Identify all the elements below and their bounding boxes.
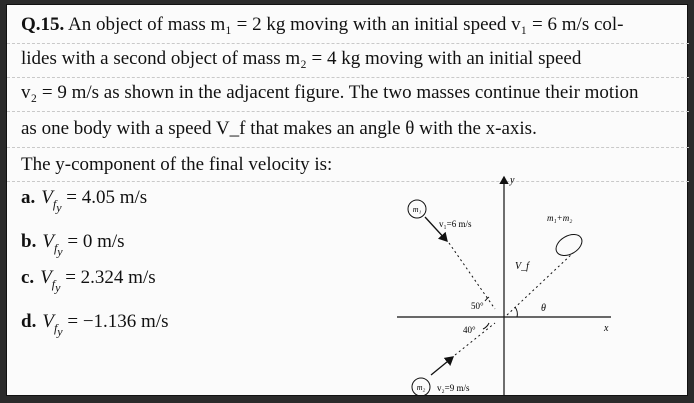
option-a-label: a. <box>21 187 36 208</box>
option-a-value: = 4.05 m/s <box>66 187 148 208</box>
option-c-value: = 2.324 m/s <box>65 267 156 288</box>
option-c-label: c. <box>21 267 35 288</box>
v2-label: v₂=9 m/s <box>437 383 470 393</box>
mass-1-label: m₁ <box>412 205 422 214</box>
question-text-1: An object of mass m₁ = 2 kg moving with an initial speed v₁ = 6 m/s col- <box>67 14 624 35</box>
question-prompt: The y-component of the final velocity is: <box>21 154 333 175</box>
vf-label: V_f <box>515 261 529 272</box>
option-a[interactable]: a. $V_{f_y} = 4.05$ m/s <box>21 187 148 215</box>
option-b[interactable]: b. $V_{f_y} = 0$ m/s <box>21 231 125 259</box>
option-d[interactable]: d. $V_{f_y} = -1.136$ m/s <box>21 311 169 339</box>
option-d-label: d. <box>21 311 37 332</box>
y-axis-label: y <box>510 175 515 186</box>
ruled-line <box>7 43 689 44</box>
combined-mass <box>552 230 585 260</box>
question-line-1 <box>21 13 677 37</box>
theta-arc <box>515 307 517 317</box>
question-card <box>6 4 688 396</box>
question-text-4: as one body with a speed V_f that makes an angle θ with the x-axis. <box>21 118 537 139</box>
collision-figure <box>397 161 637 395</box>
option-b-value: = 0 m/s <box>67 231 125 252</box>
v1-label: v₁=6 m/s <box>439 219 472 229</box>
angle-50-label: 50° <box>471 301 484 311</box>
angle-40-label: 40° <box>463 325 476 335</box>
ruled-line <box>7 147 689 148</box>
angle-arc-40 <box>483 323 489 329</box>
question-number: Q.15. <box>21 14 65 35</box>
option-d-value: = −1.136 m/s <box>67 311 169 332</box>
option-b-label: b. <box>21 231 37 252</box>
x-axis-label: x <box>604 323 609 334</box>
question-text-3: v₂ = 9 m/s as shown in the adjacent figure. The two masses continue their motion <box>21 82 639 103</box>
mass-2-label: m₂ <box>416 383 426 392</box>
v2-arrow <box>431 357 453 375</box>
option-c[interactable]: c. $V_{f_y} = 2.324$ m/s <box>21 267 156 295</box>
theta-label: θ <box>541 303 546 314</box>
question-text-2: lides with a second object of mass m₂ = 4 kg moving with an initial speed <box>21 48 582 69</box>
m1-path <box>449 243 495 309</box>
ruled-line <box>7 111 689 112</box>
ruled-line <box>7 77 689 78</box>
combined-mass-label: m₁+m₂ <box>547 213 573 223</box>
